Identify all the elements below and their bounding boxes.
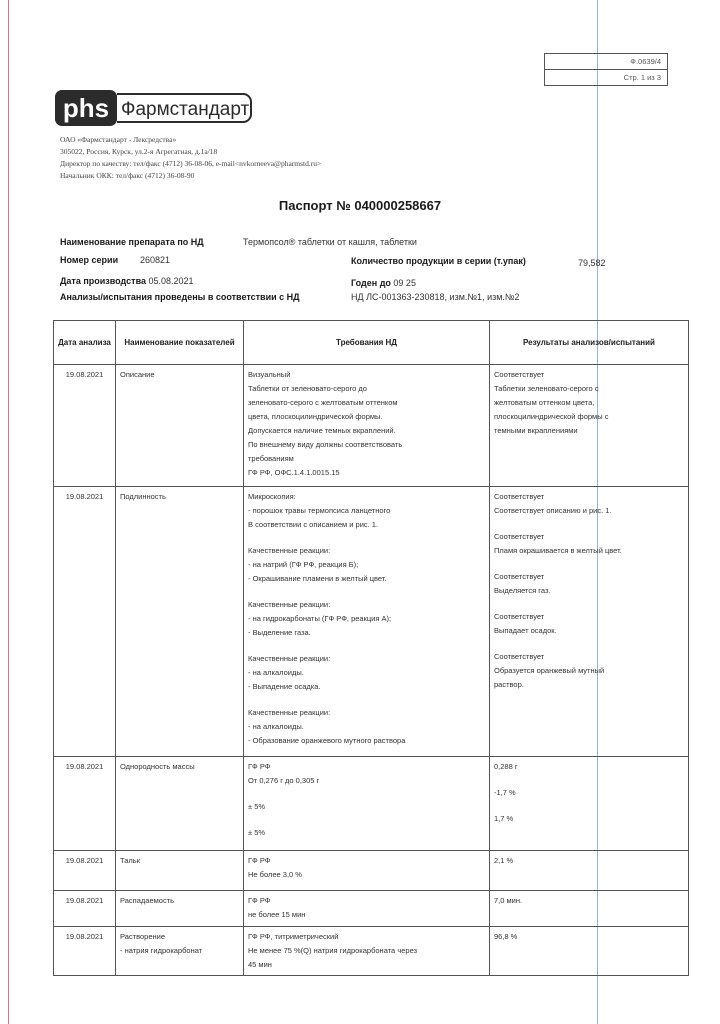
date-cell — [54, 487, 116, 757]
cell-line: 1,7 % — [494, 814, 514, 823]
results-block — [494, 760, 684, 774]
cell-line: Таблетки зеленовато-серого с — [494, 384, 599, 393]
date-cell — [54, 365, 116, 487]
cell-line: Соответствует — [494, 532, 545, 541]
drug-name-value: Термопсол® таблетки от кашля, таблетки — [243, 237, 417, 247]
cell-line: Качественные реакции: — [248, 654, 331, 663]
indicator-cell — [116, 487, 244, 757]
company-info — [60, 134, 321, 182]
results-cell — [490, 851, 689, 891]
cell-line: 19.08.2021 — [65, 762, 104, 771]
cell-line: - на алкалоиды. — [248, 722, 304, 731]
form-code: Ф.0639/4 — [630, 57, 661, 66]
cell-line: Качественные реакции: — [248, 546, 331, 555]
cell-line: Тальк — [120, 856, 140, 865]
company-address: 305022, Россия, Курск, ул.2-я Агрегатная, д.1а/18 — [60, 147, 218, 156]
results-block — [494, 610, 684, 638]
header-results: Результаты анализов/испытаний — [490, 321, 689, 365]
left-margin-line — [8, 0, 9, 1024]
table-row — [54, 757, 689, 851]
expiry-value: 09 25 — [393, 278, 416, 288]
requirements-block — [248, 760, 485, 788]
cell-line: Соответствует описанию и рис. 1. — [494, 506, 612, 515]
cell-line: Растворение — [120, 932, 166, 941]
cell-line: Образуется оранжевый мутный — [494, 666, 605, 675]
header-date: Дата анализа — [54, 321, 116, 365]
cell-line: Микроскопия: — [248, 492, 296, 501]
table-body — [54, 365, 689, 976]
production-date-label: Дата производства — [60, 276, 146, 286]
logo-mark: phs — [62, 93, 110, 123]
cell-line: - Выпадение осадка. — [248, 682, 321, 691]
cell-line: Качественные реакции: — [248, 600, 331, 609]
requirements-cell — [244, 487, 490, 757]
cell-line: Соответствует — [494, 370, 545, 379]
cell-line: ± 5% — [248, 828, 266, 837]
cell-line: Допускается наличие темных вкраплений. — [248, 426, 396, 435]
results-block — [494, 786, 684, 800]
requirements-cell — [244, 927, 490, 976]
cell-line: не более 15 мин — [248, 910, 306, 919]
date-cell — [54, 891, 116, 927]
cell-line: темными вкраплениями — [494, 426, 578, 435]
company-logo — [55, 88, 255, 128]
results-cell — [490, 757, 689, 851]
date-cell — [54, 757, 116, 851]
cell-line: ГФ РФ — [248, 762, 271, 771]
results-cell — [490, 487, 689, 757]
table-row — [54, 927, 689, 976]
header-indicator: Наименование показателей — [116, 321, 244, 365]
indicator-cell — [116, 757, 244, 851]
cell-line: ГФ РФ — [248, 856, 271, 865]
header-requirements: Требования НД — [244, 321, 490, 365]
cell-line: 2,1 % — [494, 856, 514, 865]
cell-line: Таблетки от зеленовато-серого до — [248, 384, 367, 393]
requirements-block — [248, 800, 485, 814]
okk-head-contact: Начальник ОКК: тел/факс (4712) 36-08-90 — [60, 171, 195, 180]
results-cell — [490, 365, 689, 487]
cell-line: 45 мин — [248, 960, 272, 969]
cell-line: Качественные реакции: — [248, 708, 331, 717]
requirements-block — [248, 598, 485, 640]
form-code-box — [544, 53, 668, 86]
cell-line: Выделяется газ. — [494, 586, 551, 595]
cell-line: Соответствует — [494, 492, 545, 501]
cell-line: желтоватым оттенком цвета, — [494, 398, 595, 407]
cell-line: - натрия гидрокарбонат — [120, 946, 203, 955]
indicator-cell — [116, 851, 244, 891]
cell-line: Не более 3,0 % — [248, 870, 302, 879]
expiry-date — [351, 278, 416, 288]
cell-line: ГФ РФ, титриметрический — [248, 932, 339, 941]
cell-line: - Выделение газа. — [248, 628, 311, 637]
requirements-block — [248, 706, 485, 748]
cell-line: Соответствует — [494, 652, 545, 661]
results-block — [494, 570, 684, 598]
quantity-value: 79,582 — [578, 258, 606, 268]
cell-line: В соответствии с описанием и рис. 1. — [248, 520, 379, 529]
cell-line: Подлинность — [120, 492, 166, 501]
cell-line: 7,0 мин. — [494, 896, 523, 905]
cell-line: - на гидрокарбонаты (ГФ РФ, реакция А); — [248, 614, 392, 623]
nd-label: Анализы/испытания проведены в соответствии с НД — [60, 292, 300, 302]
cell-line: Однородность массы — [120, 762, 195, 771]
quality-director-contact: Директор по качеству: тел/факс (4712) 36-08-06, e-mail<nvkorneeva@pharmstd.ru> — [60, 159, 322, 168]
cell-line: Визуальный — [248, 370, 291, 379]
cell-line: Не менее 75 %(Q) натрия гидрокарбоната через — [248, 946, 418, 955]
cell-line: зеленовато-серого с желтоватым оттенком — [248, 398, 398, 407]
date-cell — [54, 927, 116, 976]
cell-line: 19.08.2021 — [65, 896, 104, 905]
table-row — [54, 851, 689, 891]
indicator-cell — [116, 927, 244, 976]
cell-line: Описание — [120, 370, 155, 379]
cell-line: - Образование оранжевого мутного раствора — [248, 736, 406, 745]
cell-line: ГФ РФ, ОФС.1.4.1.0015.15 — [248, 468, 340, 477]
cell-line: Выпадает осадок. — [494, 626, 557, 635]
requirements-block — [248, 826, 485, 840]
indicator-cell — [116, 365, 244, 487]
cell-line: Пламя окрашивается в желтый цвет. — [494, 546, 622, 555]
cell-line: требованиям — [248, 454, 294, 463]
series-label: Номер серии — [60, 255, 119, 265]
expiry-label: Годен до — [351, 278, 391, 288]
cell-line: 0,288 г — [494, 762, 518, 771]
date-cell — [54, 851, 116, 891]
document-title: Паспорт № 040000258667 — [278, 198, 442, 213]
cell-line: ± 5% — [248, 802, 266, 811]
logo-name: Фармстандарт — [121, 99, 250, 120]
requirements-block — [248, 544, 485, 586]
results-block — [494, 530, 684, 558]
production-date — [60, 276, 194, 286]
cell-line: ГФ РФ — [248, 896, 271, 905]
table-row — [54, 365, 689, 487]
cell-line: -1,7 % — [494, 788, 516, 797]
cell-line: - порошок травы термопсиса ланцетного — [248, 506, 391, 515]
cell-line: плоскоцилиндрической формы с — [494, 412, 609, 421]
cell-line: 19.08.2021 — [65, 856, 104, 865]
requirements-cell — [244, 891, 490, 927]
cell-line: раствор. — [494, 680, 524, 689]
quantity-label: Количество продукции в серии (т.упак) — [351, 256, 526, 266]
cell-line: 19.08.2021 — [65, 370, 104, 379]
cell-line: 19.08.2021 — [65, 932, 104, 941]
requirements-cell — [244, 757, 490, 851]
cell-line: Распадаемость — [120, 896, 175, 905]
requirements-block — [248, 652, 485, 694]
cell-line: По внешнему виду должны соответствовать — [248, 440, 403, 449]
cell-line: От 0,276 г до 0,305 г — [248, 776, 320, 785]
cell-line: цвета, плоскоцилиндрической формы. — [248, 412, 383, 421]
cell-line: - Окрашивание пламени в желтый цвет. — [248, 574, 387, 583]
cell-line: Соответствует — [494, 572, 545, 581]
requirements-cell — [244, 851, 490, 891]
nd-value: НД ЛС-001363-230818, изм.№1, изм.№2 — [351, 292, 520, 302]
results-block — [494, 812, 684, 826]
cell-line: 19.08.2021 — [65, 492, 104, 501]
cell-line: - на алкалоиды. — [248, 668, 304, 677]
cell-line: 96,8 % — [494, 932, 518, 941]
page-counter: Стр. 1 из 3 — [545, 69, 667, 85]
cell-line: - на натрий (ГФ РФ, реакция Б); — [248, 560, 359, 569]
results-cell — [490, 927, 689, 976]
requirements-cell — [244, 365, 490, 487]
series-value: 260821 — [140, 255, 171, 265]
analysis-table — [53, 320, 689, 976]
cell-line: Соответствует — [494, 612, 545, 621]
drug-name-label: Наименование препарата по НД — [60, 237, 204, 247]
results-block — [494, 650, 684, 692]
production-date-value: 05.08.2021 — [148, 276, 194, 286]
requirements-block — [248, 490, 485, 532]
results-block — [494, 490, 684, 518]
company-name: ОАО «Фармстандарт - Лексредства» — [60, 135, 177, 144]
results-cell — [490, 891, 689, 927]
table-row — [54, 891, 689, 927]
indicator-cell — [116, 891, 244, 927]
table-header-row — [54, 321, 689, 365]
table-row — [54, 487, 689, 757]
